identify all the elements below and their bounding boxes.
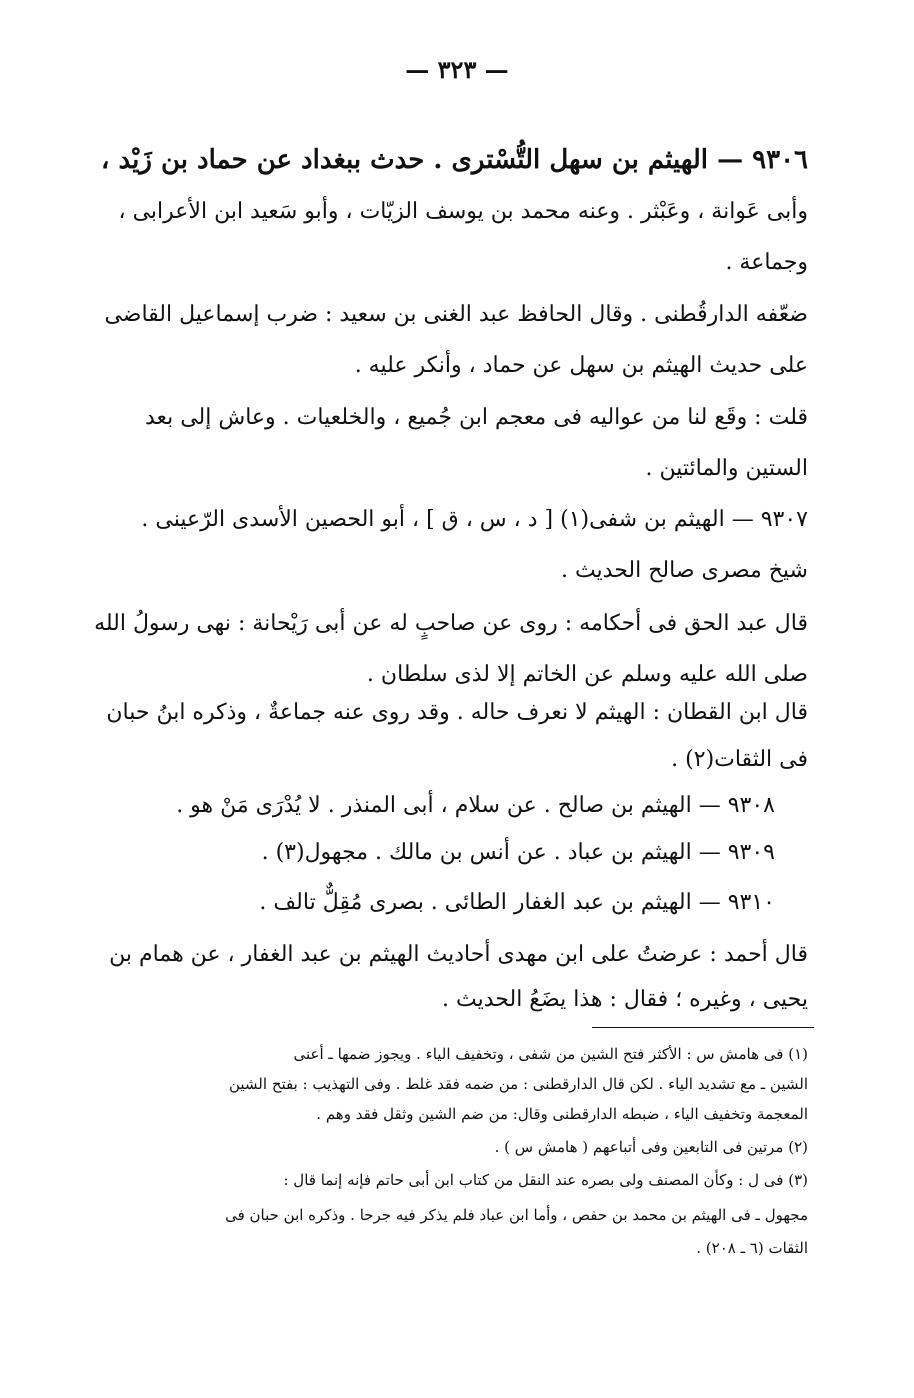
paragraph-daraqutni-line-1: ضعّفه الدارقُطنى . وقال الحافظ عبد الغنى بن سعيد : ضرب إسماعيل القاضى	[104, 302, 808, 327]
paragraph-abd-al-haqq-line-1: قال عبد الحق فى أحكامه : روى عن صاحبٍ له عن أبى رَيْحانة : نهى رسولُ الله	[94, 611, 808, 636]
paragraph-ahmad-line-1: قال أحمد : عرضتُ على ابن مهدى أحاديث الهيثم بن عبد الغفار ، عن همام بن	[109, 942, 808, 967]
page-number: — ٣٢٣ —	[405, 55, 509, 84]
entry-9306-line-1: ٩٣٠٦ — الهيثم بن سهل التُّسْترى . حدث ببغداد عن حماد بن زَيْد ،	[101, 145, 808, 175]
footnote-3-line-1: (٣) فى ل : وكأن المصنف ولى بصره عند النقل من كتاب ابن أبى حاتم فإنه إنما قال :	[283, 1171, 808, 1189]
paragraph-ibn-al-qattan-line-2: فى الثقات(٢) .	[671, 747, 808, 772]
paragraph-ahmad-line-2: يحيى ، وغيره ؛ فقال : هذا يضَعُ الحديث .	[442, 987, 808, 1012]
entry-9308-line-1: ٩٣٠٨ — الهيثم بن صالح . عن سلام ، أبى المنذر . لا يُدْرَى مَنْ هو .	[176, 793, 775, 818]
footnote-1-line-1: (١) فى هامش س : الأكثر فتح الشين من شفى ، وتخفيف الياء . ويجوز ضمها ـ أعنى	[293, 1045, 808, 1063]
footnote-2-line-1: (٢) مرتين فى التابعين وفى أتباعهم ( هامش س ) .	[494, 1138, 808, 1156]
footnote-separator	[592, 1027, 814, 1028]
entry-9307-line-1: ٩٣٠٧ — الهيثم بن شفى(١) [ د ، س ، ق ] ، أبو الحصين الأسدى الرّعينى .	[141, 507, 808, 532]
paragraph-ibn-al-qattan-line-1: قال ابن القطان : الهيثم لا نعرف حاله . وقد روى عنه جماعةٌ ، وذكره ابنُ حبان	[106, 700, 808, 725]
footnote-1-line-3: المعجمة وتخفيف الياء ، ضبطه الدارقطنى وقال: من ضم الشين وثقل فقد وهم .	[316, 1105, 808, 1123]
entry-9306-line-2: وأبى عَوانة ، وعَبْثر . وعنه محمد بن يوسف الزيّات ، وأبو سَعيد ابن الأعرابى ،	[118, 199, 808, 224]
paragraph-daraqutni-line-2: على حديث الهيثم بن سهل عن حماد ، وأنكر عليه .	[354, 353, 808, 378]
entry-9307-line-2: شيخ مصرى صالح الحديث .	[560, 558, 808, 583]
footnote-1-line-2: الشين ـ مع تشديد الياء . لكن قال الدارقطنى : من ضمه فقد غلط . وفى التهذيب : بفتح الشين	[228, 1075, 808, 1093]
paragraph-abd-al-haqq-line-2: صلى الله عليه وسلم عن الخاتم إلا لذى سلطان .	[366, 662, 808, 687]
entry-9310-line-1: ٩٣١٠ — الهيثم بن عبد الغفار الطائى . بصرى مُقِلٌّ تالف .	[259, 890, 775, 915]
paragraph-remark-line-1: قلت : وقَع لنا من عواليه فى معجم ابن جُميع ، والخلعيات . وعاش إلى بعد	[144, 405, 808, 430]
footnote-3-line-2: مجهول ـ فى الهيثم بن محمد بن حفص ، وأما ابن عباد فلم يذكر فيه جرحا . وذكره ابن حبان فى	[225, 1206, 808, 1224]
paragraph-remark-line-2: الستين والمائتين .	[645, 456, 808, 481]
footnote-3-line-3: الثقات (٦ ـ ٢٠٨) .	[696, 1239, 808, 1257]
entry-9306-line-3: وجماعة .	[725, 250, 808, 275]
entry-9309-line-1: ٩٣٠٩ — الهيثم بن عباد . عن أنس بن مالك . مجهول(٣) .	[261, 840, 775, 865]
